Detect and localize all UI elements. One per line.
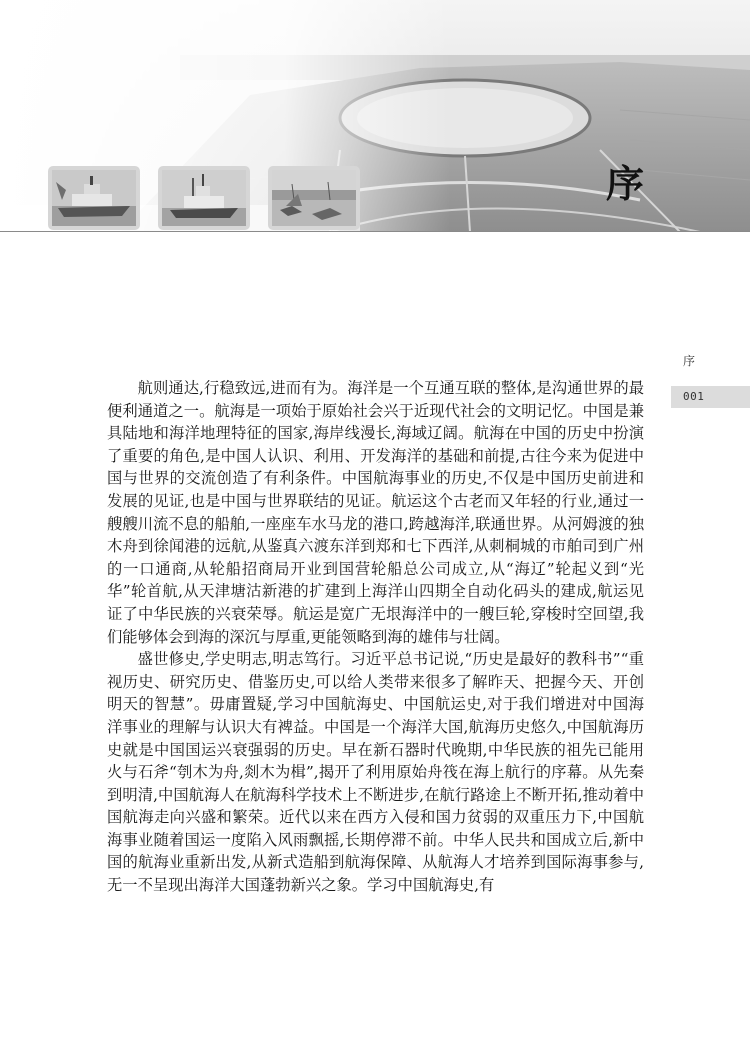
- ship-icon: [52, 170, 136, 226]
- page-number: 001: [683, 390, 705, 403]
- body-text: [107, 377, 644, 897]
- chapter-title: 序: [606, 161, 647, 206]
- header-divider: [0, 231, 750, 232]
- harbor-icon: [272, 170, 356, 226]
- ship-photo-1: [48, 166, 140, 230]
- paragraph-2: 盛世修史,学史明志,明志笃行。习近平总书记说,“历史是最好的教科书”“重视历史、研究历史、借鉴历史,可以给人类带来很多了解昨天、把握今天、开创明天的智慧”。毋庸置疑,学习中国航海史、中国航运史,对于我们增进对中国海洋事业的理解与认识大有裨益。中国是一个海洋大国,航海历史悠久,中国航海历史就是中国国运兴衰强弱的历史。早在新石器时代晚期,中华民族的祖先已能用火与石斧“刳木为舟,剡木为楫”,揭开了利用原始舟筏在海上航行的序幕。从先秦到明清,中国航海人在航海科学技术上不断进步,在航行路途上不断开拓,推动着中国航海走向兴盛和繁荣。近代以来在西方入侵和国力贫弱的双重压力下,中国航海事业随着国运一度陷入风雨飘摇,长期停滞不前。中华人民共和国成立后,新中国的航海业重新出发,从新式造船到航海保障、从航海人才培养到国际海事参与,无一不呈现出海洋大国蓬勃新兴之象。学习中国航海史,有: [107, 650, 644, 895]
- ship-icon: [162, 170, 246, 226]
- harbor-photo: [268, 166, 360, 230]
- paragraph-1: 航则通达,行稳致远,进而有为。海洋是一个互通互联的整体,是沟通世界的最便利通道之一。航海是一项始于原始社会兴于近现代社会的文明记忆。中国是兼具陆地和海洋地理特征的国家,海岸线漫长,海域辽阔。航海在中国的历史中扮演了重要的角色,是中国人认识、利用、开发海洋的基础和前提,古往今来为促进中国与世界的交流创造了有利条件。中国航海事业的历史,不仅是中国历史前进和发展的见证,也是中国与世界联结的见证。航运这个古老而又年轻的行业,通过一艘艘川流不息的船舶,一座座车水马龙的港口,跨越海洋,联通世界。从河姆渡的独木舟到徐闻港的远航,从鉴真六渡东洋到郑和七下西洋,从刺桐城的市舶司到广州的一口通商,从轮船招商局开业到国营轮船总公司成立,从“海辽”轮起义到“光华”轮首航,从天津塘沽新港的扩建到上海洋山四期全自动化码头的建成,航运见证了中华民族的兴衰荣辱。航运是宽广无垠海洋中的一艘巨轮,穿梭时空回望,我们能够体会到海的深沉与厚重,更能领略到海的雄伟与壮阔。: [107, 379, 644, 646]
- ship-photo-2: [158, 166, 250, 230]
- section-label: 序: [683, 354, 696, 368]
